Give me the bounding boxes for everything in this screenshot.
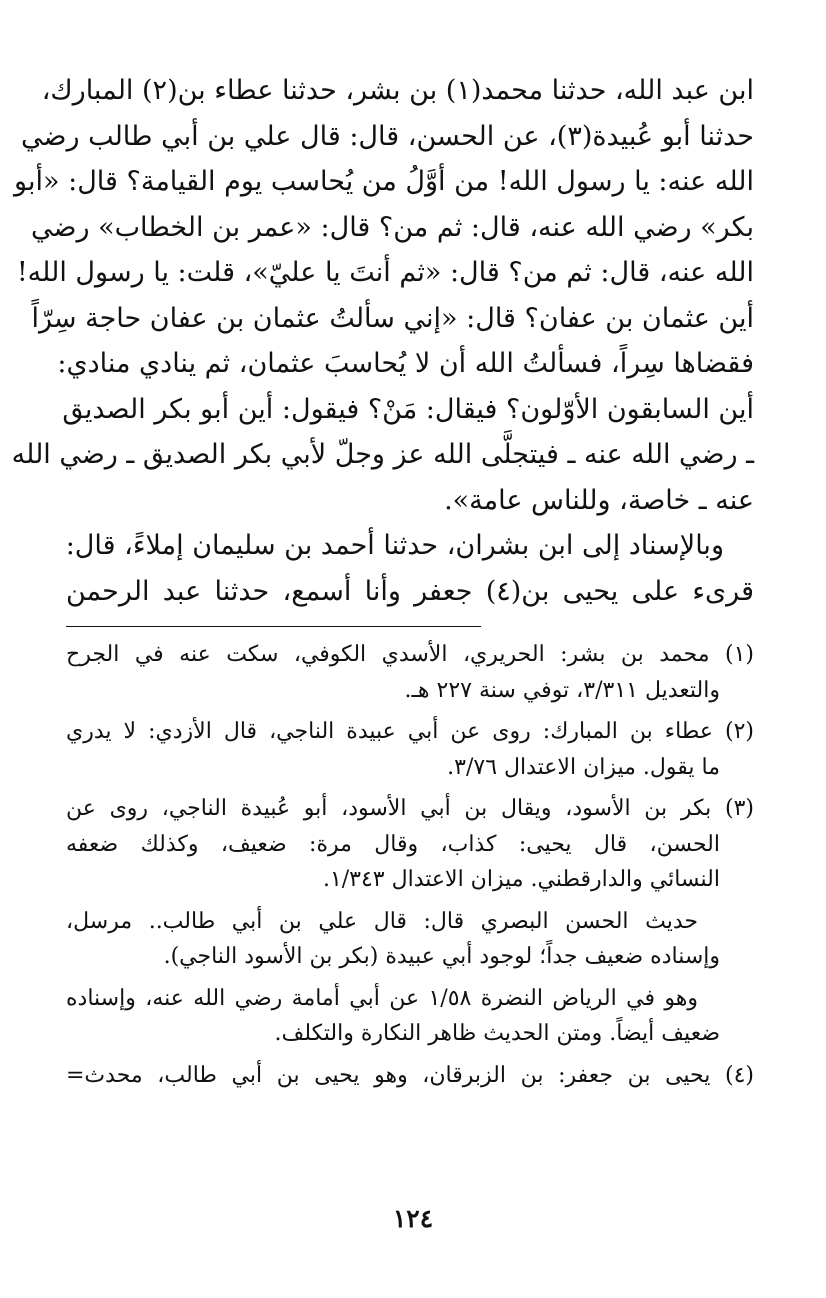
page-number: ١٢٤ <box>392 1204 434 1233</box>
main-text-line: حدثنا أبو عُبيدة(٣)، عن الحسن، قال: قال علي بن أبي طالب رضي <box>21 120 754 152</box>
main-text-line: وبالإسناد إلى ابن بشران، حدثنا أحمد بن سليمان إملاءً، قال: <box>65 530 724 561</box>
main-text-line: أين السابقون الأوّلون؟ فيقال: مَنْ؟ فيقول: أين أبو بكر الصديق <box>62 393 754 425</box>
main-text-line: الله عنه، قال: ثم من؟ قال: «ثم أنتَ يا عليّ»، قلت: يا رسول الله! <box>16 257 754 288</box>
footnote-line: حديث الحسن البصري قال: قال علي بن أبي طالب.. مرسل، <box>66 908 698 934</box>
footnotes <box>66 637 754 1093</box>
footnote-line: وإسناده ضعيف جداً؛ لوجود أبي عبيدة (بكر بن الأسود الناجي). <box>163 944 720 969</box>
main-text-line: الله عنه: يا رسول الله! من أوَّلُ من يُحاسب يوم القيامة؟ قال: «أبو <box>14 166 754 197</box>
footnote-line: (٢) عطاء بن المبارك: روى عن أبي عبيدة الناجي، قال الأزدي: لا يدري <box>66 719 754 744</box>
main-text-line: أين عثمان بن عفان؟ قال: «إني سألتُ عثمان بن عفان حاجة سِرّاً <box>31 302 754 334</box>
main-text-line: فقضاها سِراً، فسألتُ الله أن لا يُحاسبَ عثمان، ثم ينادي منادي: <box>57 348 754 379</box>
footnote-line: ما يقول. ميزان الاعتدال ٣/٧٦. <box>447 754 720 780</box>
main-text-line: قرىء على يحيى بن(٤) جعفر وأنا أسمع، حدثنا عبد الرحمن <box>66 575 754 607</box>
main-text-line: ابن عبد الله، حدثنا محمد(١) بن بشر، حدثنا عطاء بن(٢) المبارك، <box>41 75 754 106</box>
footnote-line: (٣) بكر بن الأسود، ويقال بن أبي الأسود، أبو عُبيدة الناجي، روى عن <box>66 796 754 821</box>
footnote-line: والتعديل ٣/٣١١، توفي سنة ٢٢٧ هـ. <box>404 677 720 703</box>
footnote-line: (٤) يحيى بن جعفر: بن الزبرقان، وهو يحيى بن أبي طالب، محدث= <box>66 1062 754 1088</box>
footnote-line: (١) محمد بن بشر: الحريري، الأسدي الكوفي، سكت عنه في الجرح <box>66 642 754 667</box>
main-text-line: ـ رضي الله عنه ـ فيتجلَّى الله عز وجلّ لأبي بكر الصديق ـ رضي الله <box>11 439 754 470</box>
footnote-line: النسائي والدارقطني. ميزان الاعتدال ١/٣٤٣. <box>322 867 720 892</box>
main-text <box>11 68 754 614</box>
main-text-line: بكر» رضي الله عنه، قال: ثم من؟ قال: «عمر بن الخطاب» رضي <box>31 211 754 243</box>
footnote-separator <box>66 626 481 627</box>
footnote-line: وهو في الرياض النضرة ١/٥٨ عن أبي أمامة رضي الله عنه، وإسناده <box>66 985 698 1011</box>
footnote-line: ضعيف أيضاً. ومتن الحديث ظاهر النكارة والتكلف. <box>274 1021 720 1046</box>
footnote-line: الحسن، قال يحيى: كذاب، وقال مرة: ضعيف، وكذلك ضعفه <box>66 831 720 857</box>
main-text-line: عنه ـ خاصة، وللناس عامة». <box>444 484 754 516</box>
